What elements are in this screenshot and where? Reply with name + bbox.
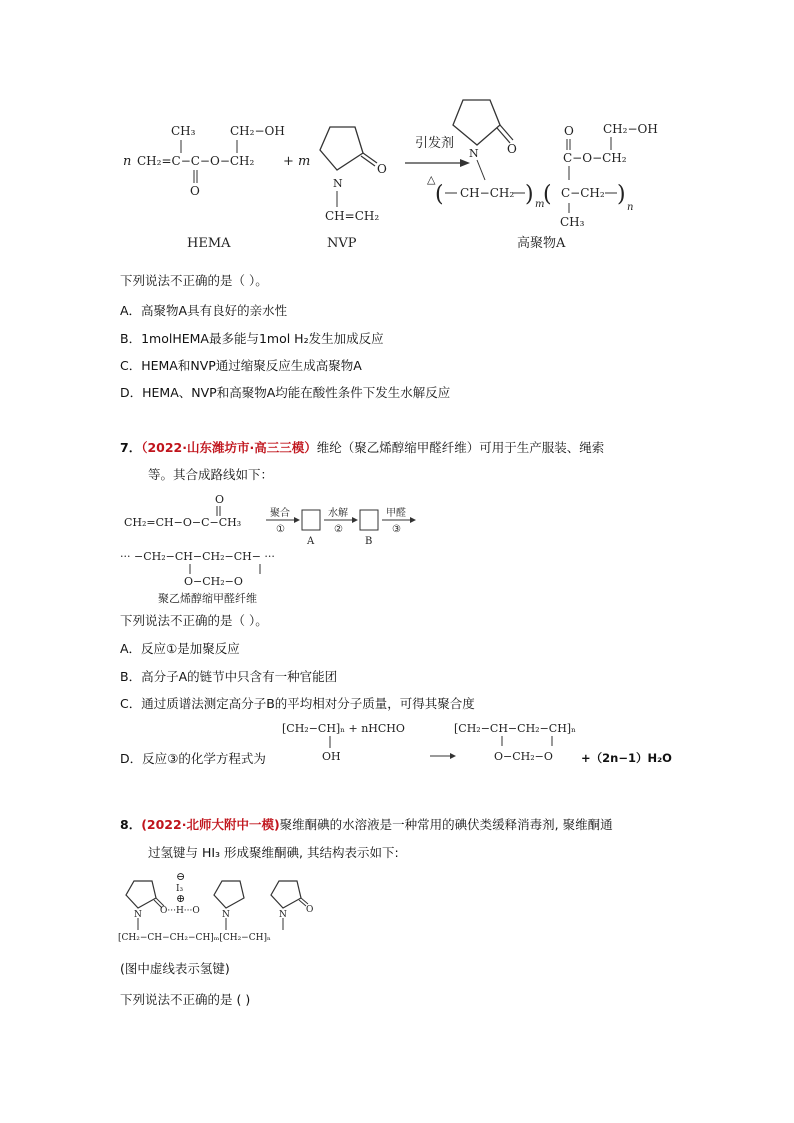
q8-text: 聚维酮碘的水溶液是一种常用的碘伏类缓释消毒剂, 聚维酮通 — [279, 817, 613, 832]
struct-n2: N — [222, 910, 230, 920]
scheme-product: ··· −CH₂−CH−CH₂−CH− ··· — [120, 550, 275, 563]
struct-hbond: O···H···O — [160, 906, 200, 916]
struct-minus: ⊖ — [176, 870, 186, 883]
q7-option-a: A．反应①是加聚反应 — [120, 641, 240, 656]
poly-ch3: CH₃ — [560, 215, 585, 229]
box-b-label: B — [365, 536, 373, 547]
hema-chain: CH₂=C−C−O−CH₂ — [137, 154, 255, 168]
struct-i3: I₃ — [176, 884, 184, 894]
nvp-o: O — [377, 162, 387, 176]
box-b — [360, 510, 378, 530]
ring-3 — [271, 881, 301, 908]
eq-ring: O−CH₂−O — [494, 750, 553, 763]
eq-oh: OH — [322, 750, 341, 763]
reaction-figure-hema-nvp — [115, 95, 675, 260]
q8-note: (图中虚线表示氢键) — [120, 961, 230, 976]
nvp-ring — [320, 127, 363, 170]
q7-text: 维纶（聚乙烯醇缩甲醛纤维）可用于生产服装、绳索 — [316, 440, 605, 455]
q7-number: 7． — [120, 440, 142, 455]
scheme-step2: 水解 — [328, 508, 348, 519]
hema-ch2oh: CH₂−OH — [230, 124, 285, 138]
label-nvp: NVP — [327, 236, 357, 251]
struct-chain: [CH₂−CH−CH₂−CH]ₘ[CH₂−CH]ₙ — [118, 933, 271, 943]
plus-m: + m — [283, 154, 311, 169]
struct-n1: N — [134, 910, 142, 920]
q8-header — [120, 817, 613, 832]
coef-n: n — [123, 154, 132, 169]
q6-stem: 下列说法不正确的是（ ）。 — [120, 273, 268, 288]
scheme-step3: 甲醛 — [386, 508, 406, 519]
scheme-product-name: 聚乙烯醇缩甲醛纤维 — [158, 592, 257, 605]
poly-chain2: C−CH₂ — [561, 186, 605, 200]
sub-n: n — [627, 202, 634, 213]
box-a-label: A — [307, 536, 315, 547]
poly-o: O — [507, 142, 517, 156]
eq-right: [CH₂−CH−CH₂−CH]ₙ — [454, 722, 576, 735]
struct-plus: ⊕ — [176, 892, 186, 905]
nvp-vinyl: CH=CH₂ — [325, 209, 380, 223]
q7-header — [120, 440, 604, 455]
hema-ch3: CH₃ — [171, 124, 196, 138]
scheme-step2-num: ② — [334, 524, 343, 535]
scheme-step3-num: ③ — [392, 524, 401, 535]
arrow-label: 引发剂 — [415, 136, 455, 151]
q7-text-cont: 等。其合成路线如下： — [148, 467, 274, 482]
label-hema: HEMA — [187, 236, 231, 251]
q7-source: （2022·山东潍坊市·高三三模） — [141, 440, 317, 455]
eq-water: +（2n−1）H₂O — [581, 751, 672, 765]
scheme-start: CH₂=CH−O−C−CH₃ — [124, 516, 242, 529]
scheme-step1-num: ① — [276, 524, 285, 535]
q8-source: (2022·北师大附中一模) — [141, 817, 280, 832]
poly-chain1: CH−CH₂ — [460, 186, 515, 200]
label-poly-a: 高聚物A — [517, 236, 566, 251]
poly-c-o: O — [564, 124, 574, 138]
q7-option-d: D．反应③的化学方程式为 — [120, 751, 266, 766]
q6-option-a: A．高聚物A具有良好的亲水性 — [120, 303, 288, 318]
svg-text:(: ( — [543, 182, 552, 207]
hema-o: O — [190, 184, 200, 198]
q7-option-b: B．高分子A的链节中只含有一种官能团 — [120, 669, 338, 684]
ring-1 — [126, 881, 156, 908]
poly-coo: C−O−CH₂ — [563, 151, 627, 165]
struct-n3: N — [279, 910, 287, 920]
poly-ring — [453, 100, 500, 145]
nvp-n: N — [333, 177, 343, 190]
svg-text:): ) — [525, 182, 534, 207]
svg-text:): ) — [617, 182, 626, 207]
ring-2 — [214, 881, 244, 908]
arrow-sub: △ — [427, 173, 436, 186]
q6-option-c: C．HEMA和NVP通过缩聚反应生成高聚物A — [120, 358, 362, 373]
q8-text-cont: 过氢键与 HI₃ 形成聚维酮碘, 其结构表示如下: — [148, 845, 399, 860]
eq-left: [CH₂−CH]ₙ + nHCHO — [282, 722, 405, 735]
poly-n: N — [469, 147, 479, 160]
poly-ch2oh: CH₂−OH — [603, 122, 658, 136]
box-a — [302, 510, 320, 530]
sub-m: m — [535, 199, 545, 210]
scheme-step1: 聚合 — [270, 508, 290, 519]
q7-stem: 下列说法不正确的是（ ）。 — [120, 613, 268, 628]
q8-number: 8． — [120, 817, 142, 832]
q7-equation — [282, 718, 582, 768]
svg-text:(: ( — [435, 182, 444, 207]
q8-stem: 下列说法不正确的是 ( ) — [120, 992, 251, 1007]
povidone-iodine-structure — [118, 868, 328, 950]
synthesis-scheme — [118, 490, 438, 608]
q6-option-d: D．HEMA、NVP和高聚物A均能在酸性条件下发生水解反应 — [120, 385, 451, 400]
scheme-o-top: O — [215, 493, 225, 506]
q6-option-b: B．1molHEMA最多能与1mol H₂发生加成反应 — [120, 331, 384, 346]
q7-option-c: C．通过质谱法测定高分子B的平均相对分子质量，可得其聚合度 — [120, 696, 475, 711]
struct-o3: O — [306, 905, 314, 915]
scheme-product-ring: O−CH₂−O — [184, 575, 243, 588]
